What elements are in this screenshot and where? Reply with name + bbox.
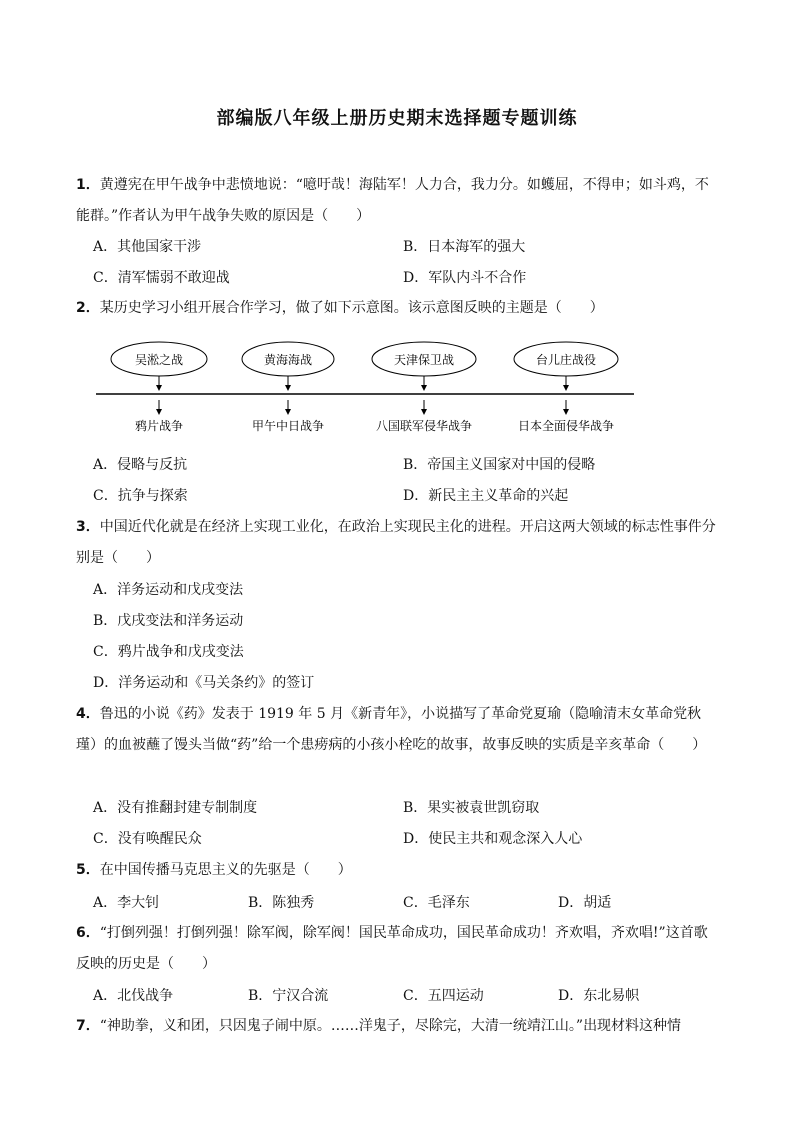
question-number: 1．	[76, 177, 100, 193]
option-d: D．东北易帜	[558, 988, 640, 1004]
option-d: D．使民主共和观念深入人心	[403, 831, 583, 847]
question-text: “打倒列强！打倒列强！除军阀，除军阀！国民革命成功，国民革命成功！齐欢唱，齐欢唱!”这首歌反映的历史是（ ）	[76, 925, 708, 972]
question-text: “神助拳，义和团，只因鬼子闹中原。……洋鬼子，尽除完，大清一统靖江山。”出现材料这种情	[99, 1018, 682, 1034]
option-c: C．没有唤醒民众	[93, 831, 202, 847]
question-text: 黄遵宪在甲午战争中悲愤地说：“噫吁哉！海陆军！人力合，我力分。如蠖屈，不得申；如斗鸡，不能群。”作者认为甲午战争失败的原因是（ ）	[76, 177, 709, 224]
question-1	[76, 170, 716, 232]
option-d: D．军队内斗不合作	[403, 270, 527, 286]
question-4	[76, 699, 716, 761]
option-b: B．陈独秀	[248, 895, 315, 911]
option-b: B．帝国主义国家对中国的侵略	[403, 457, 596, 473]
option-d: D．胡适	[558, 895, 612, 911]
option-a: A．其他国家干涉	[93, 239, 202, 255]
war-label: 八国联军侵华战争	[375, 419, 473, 433]
option-c: C．毛泽东	[403, 895, 470, 911]
question-6	[76, 918, 716, 980]
question-number: 5．	[76, 862, 100, 878]
option-b: B．戊戌变法和洋务运动	[93, 613, 244, 629]
option-a: A．李大钊	[93, 895, 160, 911]
battle-label: 黄海海战	[263, 353, 313, 367]
option-c: C．清军懦弱不敢迎战	[93, 270, 230, 286]
option-c: C．抗争与探索	[93, 488, 188, 504]
option-a: A．洋务运动和戊戌变法	[93, 582, 244, 598]
timeline-diagram	[90, 338, 650, 438]
option-c: C．五四运动	[403, 988, 484, 1004]
diagram-node-1	[111, 342, 207, 433]
option-c: C．鸦片战争和戊戌变法	[93, 644, 244, 660]
battle-label: 台儿庄战役	[535, 353, 597, 367]
question-2	[76, 293, 716, 324]
war-label: 日本全面侵华战争	[517, 419, 615, 433]
question-number: 3．	[76, 519, 100, 535]
question-7	[76, 1011, 716, 1042]
question-text: 某历史学习小组开展合作学习，做了如下示意图。该示意图反映的主题是（ ）	[99, 300, 604, 316]
question-number: 4．	[76, 706, 100, 722]
question-text: 中国近代化就是在经济上实现工业化，在政治上实现民主化的进程。开启这两大领域的标志性事件分别是（ ）	[76, 519, 716, 566]
diagram-node-2	[242, 342, 334, 433]
option-a: A．没有推翻封建专制制度	[93, 800, 258, 816]
battle-label: 天津保卫战	[393, 353, 455, 367]
diagram-node-3	[372, 342, 476, 433]
question-number: 2．	[76, 300, 100, 316]
option-d: D．新民主主义革命的兴起	[403, 488, 569, 504]
question-3	[76, 512, 716, 574]
page-title: 部编版八年级上册历史期末选择题专题训练	[216, 108, 578, 129]
question-text: 在中国传播马克思主义的先驱是（ ）	[99, 862, 352, 878]
war-label: 鸦片战争	[134, 419, 184, 433]
option-b: B．果实被袁世凯窃取	[403, 800, 540, 816]
question-number: 7．	[76, 1018, 100, 1034]
diagram-node-4	[514, 342, 618, 433]
option-b: B．宁汉合流	[248, 988, 329, 1004]
question-number: 6．	[76, 925, 100, 941]
option-b: B．日本海军的强大	[403, 239, 526, 255]
question-text: 鲁迅的小说《药》发表于 1919 年 5 月《新青年》，小说描写了革命党夏瑜（隐喻清末女革命党秋瑾）的血被蘸了馒头当做“药”给一个患痨病的小孩小栓吃的故事，故事反映的实质是辛亥革命（ ）	[76, 706, 707, 753]
option-a: A．北伐战争	[93, 988, 174, 1004]
war-label: 甲午中日战争	[251, 419, 325, 433]
option-d: D．洋务运动和《马关条约》的签订	[93, 675, 315, 691]
question-5	[76, 855, 716, 886]
option-a: A．侵略与反抗	[93, 457, 188, 473]
battle-label: 吴淞之战	[134, 353, 184, 367]
